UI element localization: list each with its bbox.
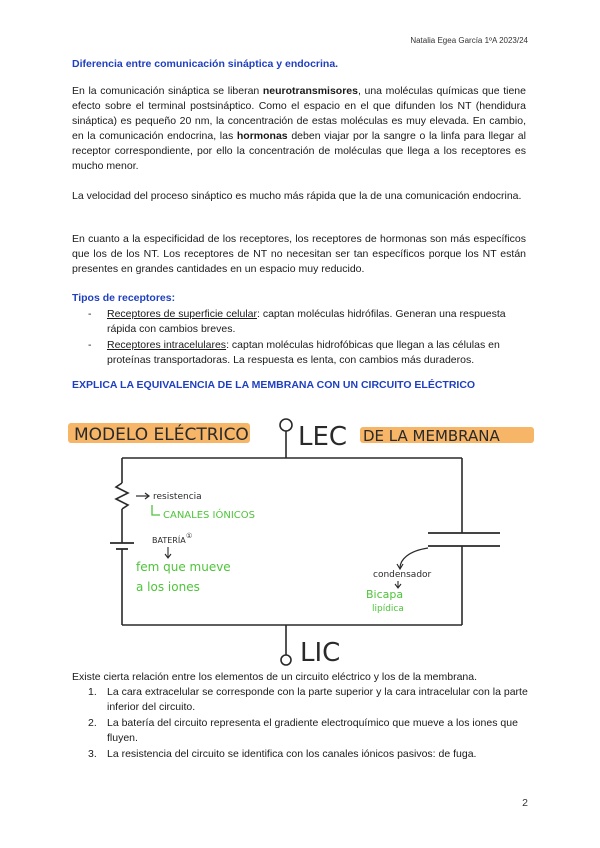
page-number: 2 (522, 797, 528, 809)
fem-label-line1: fem que mueve (136, 560, 231, 574)
receptor-description: : captan moléculas hidrofóbicas que llegan a las células en proteínas transportadoras. La respuesta es lenta, con cambios más duraderos. (107, 339, 500, 366)
membrane-circuit-diagram (60, 405, 540, 667)
relation-intro: Existe cierta relación entre los elementos de un circuito eléctrico y los de la membrana. (72, 671, 478, 683)
condensador-arrow (400, 548, 428, 568)
list-number: 1. (88, 686, 97, 698)
diagram-title-left: MODELO ELÉCTRICO (74, 425, 249, 445)
canales-connector (152, 505, 160, 515)
bateria-mark: ① (186, 532, 193, 540)
circuit-heading: EXPLICA LA EQUIVALENCIA DE LA MEMBRANA CON UN CIRCUITO ELÉCTRICO (72, 379, 476, 391)
paragraph-synaptic-vs-endocrine (72, 84, 526, 174)
list-number: 2. (88, 717, 97, 729)
relation-text: La batería del circuito representa el gradiente electroquímico que mueve a los iones que fluyen. (107, 717, 518, 744)
paragraph-specificity: En cuanto a la especificidad de los receptores, los receptores de hormonas son más específicos que los de los NT. Los receptores de NT no necesitan ser tan específicos porque los NT están presentes en grandes cantidades en un espacio muy reducido. (72, 233, 526, 275)
list-item (88, 716, 528, 746)
list-item (88, 685, 528, 715)
lec-label: LEC (298, 422, 348, 452)
lic-electrode (281, 655, 291, 665)
list-dash: - (88, 339, 92, 351)
relation-list (88, 685, 528, 763)
resistor-symbol (116, 483, 128, 509)
relation-text: La resistencia del circuito se identifica con los canales iónicos pasivos: de fuga. (107, 748, 477, 760)
diagram-title-right: DE LA MEMBRANA (363, 427, 500, 445)
receptor-types-heading: Tipos de receptores: (72, 292, 176, 304)
list-item (88, 338, 526, 368)
canales-ionicos-label: CANALES IÓNICOS (163, 510, 256, 521)
lic-label: LIC (300, 638, 341, 667)
bicapa-label-line1: Bicapa (366, 588, 404, 601)
p1-text-e: deben viajar por la sangre o la linfa para llegar al receptor correspondiente, por ello la concentración de moléculas que llega a los receptores es mucho menor. (72, 130, 526, 172)
lec-electrode (280, 419, 292, 431)
paragraph-speed: La velocidad del proceso sináptico es mucho más rápida que la de una comunicación endocrina. (72, 190, 522, 202)
list-number: 3. (88, 748, 97, 760)
receptor-description: : captan moléculas hidrófilas. Generan una respuesta rápida con cambios breves. (107, 308, 506, 335)
section-title: Diferencia entre comunicación sináptica y endocrina. (72, 58, 339, 70)
page-header: Natalia Egea García 1ºA 2023/24 (410, 36, 528, 45)
p1-text-a: En la comunicación sináptica se liberan (72, 85, 263, 97)
resistencia-label: resistencia (153, 492, 202, 502)
bateria-label: BATERÍA (152, 536, 186, 545)
p1-term-hormones: hormonas (236, 130, 288, 142)
list-item (88, 307, 526, 337)
list-dash: - (88, 308, 92, 320)
relation-text: La cara extracelular se corresponde con la parte superior y la cara intracelular con la parte inferior del circuito. (107, 686, 528, 713)
receptor-types-list (88, 307, 526, 369)
p1-term-neurotransmitters: neurotransmisores (262, 85, 358, 97)
list-item (88, 747, 528, 762)
fem-label-line2: a los iones (136, 580, 200, 594)
condensador-label: condensador (373, 570, 432, 580)
bicapa-label-line2: lipídica (372, 604, 404, 614)
p1-text-c: , una moléculas químicas que tiene efecto sobre el terminal postsináptico. Como el espacio en el que difunden los NT (hendidura sináptica) es pequeño 20 nm, la concentración de estas moléculas es muy elevada. En cambio, en la comunicación endocrina, las (72, 85, 526, 142)
receptor-term: Receptores de superficie celular (107, 308, 257, 320)
receptor-term: Receptores intracelulares (107, 339, 227, 351)
